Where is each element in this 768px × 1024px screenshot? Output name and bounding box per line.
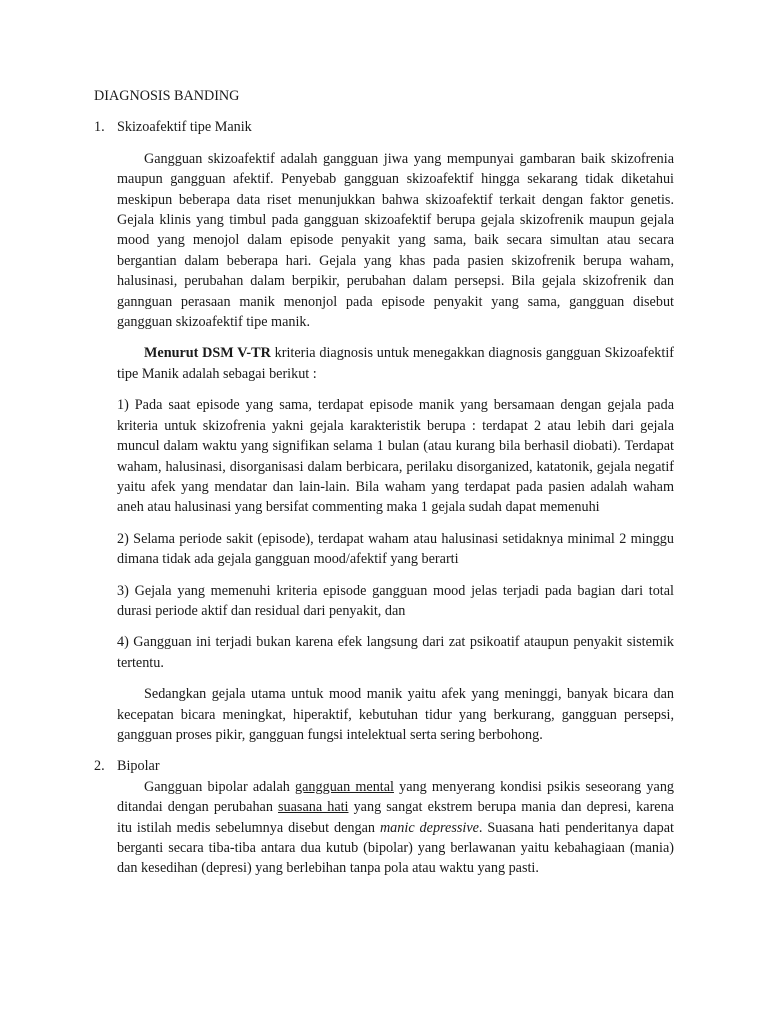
section1-paragraph-2 (117, 343, 674, 384)
section2-content (117, 756, 674, 878)
page-heading: DIAGNOSIS BANDING (94, 88, 240, 104)
section1-paragraph-1: Gangguan skizoafektif adalah gangguan jiwa yang mempunyai gambaran baik skizofrenia maupun gangguan afektif. Penyebab gangguan skizoafektif hingga sekarang tidak diketahui meskipun beberapa data riset menunjukkan bahwa skizoafektif terkait dengan faktor genetis. Gejala klinis yang timbul pada gangguan skizoafektif berupa gejala skizofrenik maupun gejala mood yang menojol dalam episode penyakit yang sama, baik secara simultan atau secara bergantian dalam beberapa hari. Gejala yang khas pada pasien skizofrenik berupa waham, halusinasi, perubahan dalam berpikir, perubahan dalam persepsi. Bila gejala skizofrenik dan gannguan perasaan manik menonjol pada episode penyakit yang sama, gangguan disebut gangguan skizoafektif tipe manik. (117, 150, 674, 331)
link-gangguan-mental[interactable]: gangguan mental (295, 778, 394, 795)
section1-title-row (94, 117, 674, 137)
link-suasana-hati[interactable]: suasana hati (278, 799, 349, 816)
criterion-2: 2) Selama periode sakit (episode), terdapat waham atau halusinasi setidaknya minimal 2 minggu dimana tidak ada gejala gangguan mood/afektif yang berarti (117, 530, 674, 568)
section1-paragraph-2-text: kriteria diagnosis untuk menegakkan diagnosis gangguan Skizoafektif tipe Manik adalah sebagai berikut : (117, 345, 674, 382)
dsm-reference: Menurut DSM V-TR (144, 345, 271, 362)
section2-text-b: yang menyerang kondisi psikis seseorang yang ditandai dengan perubahan (117, 778, 675, 816)
section2 (94, 756, 674, 878)
section1-title: Skizoafektif tipe Manik (117, 119, 252, 136)
section2-text-d: . Suasana hati penderitanya dapat berganti secara tiba-tiba antara dua kutub (bipolar) yang berlawanan yaitu kebahagiaan (mania) dan kesedihan (depresi) yang berlebihan tanpa pola atau waktu yang pasti. (117, 819, 675, 877)
criterion-4: 4) Gangguan ini terjadi bukan karena efek langsung dari zat psikoatif ataupun penyakit sistemik tertentu. (117, 634, 674, 671)
section2-title: Bipolar (117, 758, 160, 775)
criterion-1: 1) Pada saat episode yang sama, terdapat episode manik yang bersamaan dengan gejala pada kriteria untuk skizofrenia yakni gejala karakteristik berupa : terdapat 2 atau lebih dari gejala muncul dalam waktu yang signifikan selama 1 bulan (atau kurang bila berhasil diobati). Terdapat waham, halusinasi, disorganisasi dalam berbicara, perilaku disorganized, katatonik, gejala negatif yaitu afek yang mendatar dan lain-lain. Bila waham yang terdapat pada pasien adalah waham aneh atau halusinasi yang bersifat commenting maka 1 gejala sudah dapat memenuhi (117, 397, 674, 516)
section1-number: 1. (94, 119, 105, 136)
section2-text-a: Gangguan bipolar adalah (144, 778, 296, 795)
manic-depressive-term: manic depressive (379, 819, 479, 836)
section2-paragraph (117, 777, 674, 879)
section1-paragraph-3: Sedangkan gejala utama untuk mood manik yaitu afek yang meninggi, banyak bicara dan kecepatan bicara meningkat, hiperaktif, kebutuhan tidur yang berkurang, gangguan persepsi, gangguan proses pikir, gangguan fungsi intelektual serta sering berbohong. (117, 686, 674, 743)
section1-body (117, 149, 674, 746)
section2-number: 2. (94, 758, 105, 775)
criterion-3: 3) Gejala yang memenuhi kriteria episode gangguan mood jelas terjadi pada bagian dari total durasi periode aktif dan residual dari penyakit, dan (117, 582, 674, 619)
section2-text-c: yang sangat ekstrem berupa mania dan depresi, karena itu istilah medis sebelumnya disebut dengan (117, 799, 674, 836)
